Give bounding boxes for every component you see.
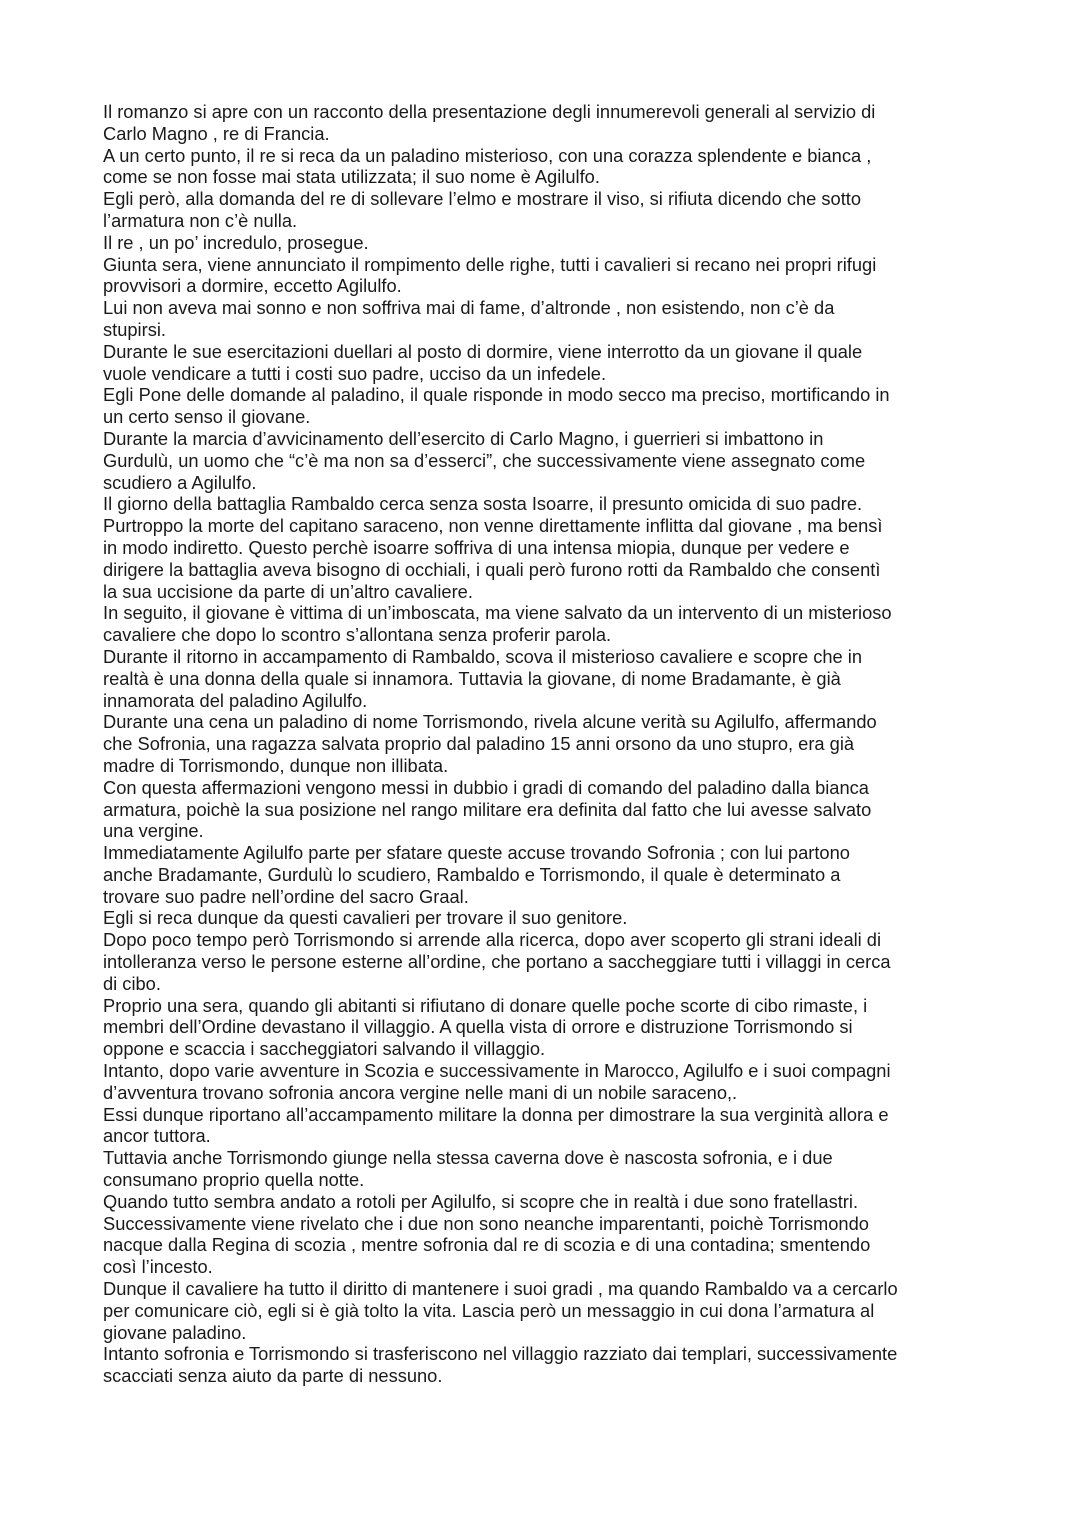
paragraph-24: Successivamente viene rivelato che i due non sono neanche imparentanti, poichè Torrismondo nacque dalla Regina di scozia , mentre sofronia dal re di scozia e di una contadina; smentendo così l’incesto. (103, 1212, 871, 1278)
paragraph-2: A un certo punto, il re si reca da un paladino misterioso, con una corazza splendente e bianca , come se non fosse mai stata utilizzata; il suo nome è Agilulfo. (103, 144, 872, 188)
paragraph-13: Durante il ritorno in accampamento di Rambaldo, scova il misterioso cavaliere e scopre che in realtà è una donna della quale si innamora. Tuttavia la giovane, di nome Bradamante, è già innamorata del paladino Agilulfo. (103, 645, 863, 711)
paragraph-11: Purtroppo la morte del capitano saraceno, non venne direttamente inflitta dal giovane , ma bensì in modo indiretto. Questo perchè isoarre soffriva di una intensa miopia, dunque per vedere e dirigere la battaglia aveva bisogno di occhiali, i quali però furono rotti da Rambaldo che consentì la sua uccisione da parte di un’altro cavaliere. (103, 515, 883, 602)
paragraph-26: Intanto sofronia e Torrismondo si trasferiscono nel villaggio razziato dai templari, successivamente scacciati senza aiuto da parte di nessuno. (103, 1343, 898, 1387)
paragraph-6: Lui non aveva mai sonno e non soffriva mai di fame, d’altronde , non esistendo, non c’è da stupirsi. (103, 297, 835, 340)
paragraph-23: Quando tutto sembra andato a rotoli per Agilulfo, si scopre che in realtà i due sono fratellastri. (103, 1190, 859, 1212)
paragraph-8: Egli Pone delle domande al paladino, il quale risponde in modo secco ma preciso, mortificando in un certo senso il giovane. (103, 384, 890, 428)
document-page (103, 101, 983, 1387)
paragraph-15: Con questa affermazioni vengono messi in dubbio i gradi di comando del paladino dalla bianca armatura, poichè la sua posizione nel rango militare era definita dal fatto che lui avesse salvato una vergine. (103, 776, 872, 842)
paragraph-21: Essi dunque riportano all’accampamento militare la donna per dimostrare la sua verginità allora e ancor tuttora. (103, 1103, 889, 1147)
paragraph-17: Egli si reca dunque da questi cavalieri per trovare il suo genitore. (103, 907, 628, 929)
paragraph-14: Durante una cena un paladino di nome Torrismondo, rivela alcune verità su Agilulfo, affermando che Sofronia, una ragazza salvata proprio dal paladino 15 anni orsono da uno stupro, era già madre di Torrismondo, dunque non illibata. (103, 711, 877, 776)
paragraph-10: Il giorno della battaglia Rambaldo cerca senza sosta Isoarre, il presunto omicida di suo padre. (103, 493, 863, 515)
paragraph-9: Durante la marcia d’avvicinamento dell’esercito di Carlo Magno, i guerrieri si imbattono in Gurdulù, un uomo che “c’è ma non sa d’esserci”, che successivamente viene assegnato come scudiero a Agilulfo. (103, 427, 866, 493)
paragraph-22: Tuttavia anche Torrismondo giunge nella stessa caverna dove è nascosta sofronia, e i due consumano proprio quella notte. (103, 1147, 833, 1191)
paragraph-12: In seguito, il giovane è vittima di un’imboscata, ma viene salvato da un intervento di un misterioso cavaliere che dopo lo scontro s’allontana senza proferir parola. (103, 602, 892, 646)
paragraph-5: Giunta sera, viene annunciato il rompimento delle righe, tutti i cavalieri si recano nei propri rifugi provvisori a dormire, eccetto Agilulfo. (103, 253, 877, 297)
paragraph-7: Durante le sue esercitazioni duellari al posto di dormire, viene interrotto da un giovane il quale vuole vendicare a tutti i costi suo padre, ucciso da un infedele. (103, 340, 863, 384)
paragraph-20: Intanto, dopo varie avventure in Scozia e successivamente in Marocco, Agilulfo e i suoi compagni d’avventura trovano sofronia ancora vergine nelle mani di un nobile saraceno,. (103, 1060, 891, 1103)
paragraph-1: Il romanzo si apre con un racconto della presentazione degli innumerevoli generali al servizio di Carlo Magno , re di Francia. (103, 101, 876, 144)
paragraph-16: Immediatamente Agilulfo parte per sfatare queste accuse trovando Sofronia ; con lui partono anche Bradamante, Gurdulù lo scudiero, Rambaldo e Torrismondo, il quale è determinato a trovare suo padre nell’ordine del sacro Graal. (103, 842, 850, 907)
paragraph-25: Dunque il cavaliere ha tutto il diritto di mantenere i suoi gradi , ma quando Rambaldo va a cercarlo per comunicare ciò, egli si è già tolto la vita. Lascia però un messaggio in cui dona l’armatura al giovane paladino. (103, 1278, 898, 1343)
paragraph-19: Proprio una sera, quando gli abitanti si rifiutano di donare quelle poche scorte di cibo rimaste, i membri dell’Ordine devastano il villaggio. A quella vista di orrore e distruzione Torrismondo si oppone e scaccia i saccheggiatori salvando il villaggio. (103, 994, 868, 1060)
paragraph-4: Il re , un po’ incredulo, prosegue. (103, 231, 369, 253)
paragraph-18: Dopo poco tempo però Torrismondo si arrende alla ricerca, dopo aver scoperto gli strani ideali di intolleranza verso le persone esterne all’ordine, che portano a saccheggiare tutti i villaggi in cerca di cibo. (103, 929, 891, 994)
paragraph-3: Egli però, alla domanda del re di sollevare l’elmo e mostrare il viso, si rifiuta dicendo che sotto l’armatura non c’è nulla. (103, 188, 862, 231)
